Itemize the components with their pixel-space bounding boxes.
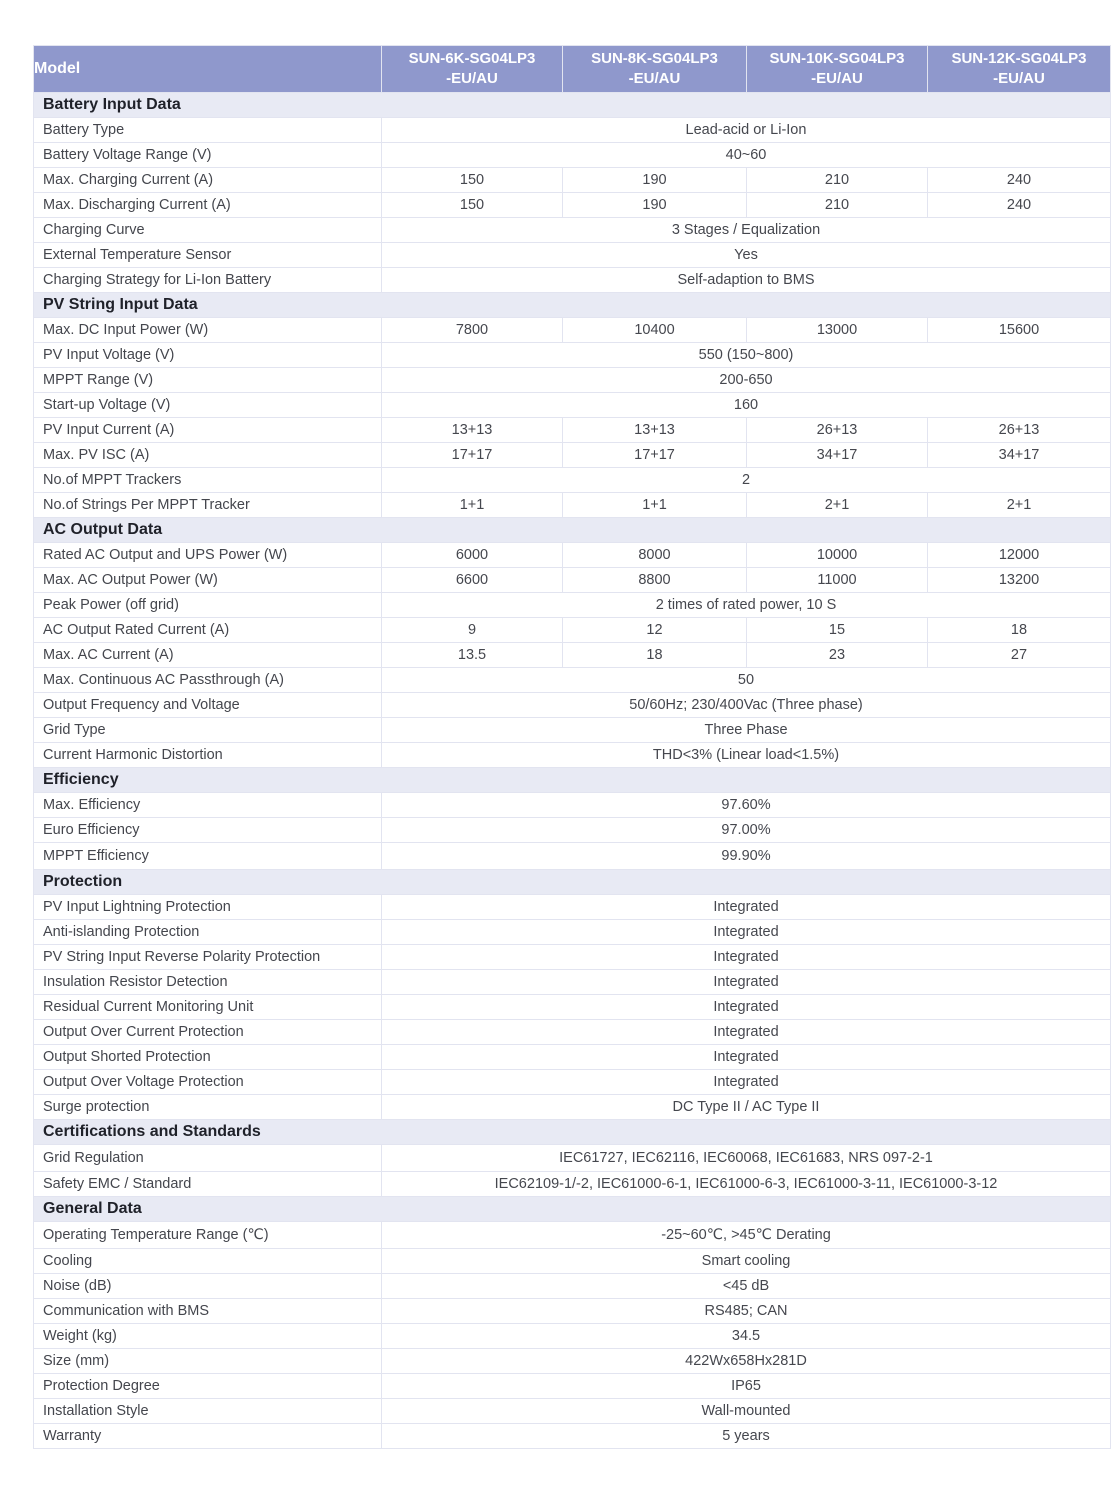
row-value: Self-adaption to BMS — [382, 268, 1111, 293]
table-row — [34, 543, 1111, 568]
row-value: Integrated — [382, 895, 1111, 920]
row-value: 6000 — [382, 543, 563, 568]
row-value: 97.60% — [382, 793, 1111, 818]
table-row — [34, 318, 1111, 343]
row-label: Charging Curve — [34, 218, 382, 243]
row-value: 422Wx658Hx281D — [382, 1349, 1111, 1374]
table-row — [34, 668, 1111, 693]
row-label: Residual Current Monitoring Unit — [34, 995, 382, 1020]
row-value: 7800 — [382, 318, 563, 343]
row-label: Surge protection — [34, 1095, 382, 1120]
table-row — [34, 118, 1111, 143]
section-protection — [34, 870, 1111, 895]
row-label: Protection Degree — [34, 1374, 382, 1399]
section-title: Efficiency — [34, 768, 1111, 793]
row-value: 99.90% — [382, 843, 1111, 870]
table-row — [34, 1222, 1111, 1249]
row-value: 17+17 — [382, 443, 563, 468]
row-label: Grid Type — [34, 718, 382, 743]
table-row — [34, 1349, 1111, 1374]
row-label: MPPT Efficiency — [34, 843, 382, 870]
row-value: 50/60Hz; 230/400Vac (Three phase) — [382, 693, 1111, 718]
table-row — [34, 843, 1111, 870]
table-row — [34, 143, 1111, 168]
row-label: Battery Type — [34, 118, 382, 143]
row-label: MPPT Range (V) — [34, 368, 382, 393]
row-value: 13200 — [928, 568, 1111, 593]
section-title: AC Output Data — [34, 518, 1111, 543]
row-label: Max. Continuous AC Passthrough (A) — [34, 668, 382, 693]
row-label: Charging Strategy for Li-Ion Battery — [34, 268, 382, 293]
row-value: Integrated — [382, 995, 1111, 1020]
row-label: Output Frequency and Voltage — [34, 693, 382, 718]
row-label: No.of MPPT Trackers — [34, 468, 382, 493]
row-value: 50 — [382, 668, 1111, 693]
row-value: IP65 — [382, 1374, 1111, 1399]
table-row — [34, 593, 1111, 618]
row-value: 10000 — [747, 543, 928, 568]
table-row — [34, 920, 1111, 945]
row-value: 12000 — [928, 543, 1111, 568]
row-label: AC Output Rated Current (A) — [34, 618, 382, 643]
row-value: Three Phase — [382, 718, 1111, 743]
row-label: Max. DC Input Power (W) — [34, 318, 382, 343]
row-label: Anti-islanding Protection — [34, 920, 382, 945]
row-value: 40~60 — [382, 143, 1111, 168]
row-label: Noise (dB) — [34, 1274, 382, 1299]
table-row — [34, 243, 1111, 268]
row-label: Warranty — [34, 1424, 382, 1449]
row-value: IEC61727, IEC62116, IEC60068, IEC61683, NRS 097-2-1 — [382, 1145, 1111, 1172]
row-value: Wall-mounted — [382, 1399, 1111, 1424]
row-value: RS485; CAN — [382, 1299, 1111, 1324]
header-row — [34, 46, 1111, 93]
row-value: Integrated — [382, 970, 1111, 995]
row-value: 13+13 — [382, 418, 563, 443]
row-label: Max. Discharging Current (A) — [34, 193, 382, 218]
row-value: 2 — [382, 468, 1111, 493]
table-row — [34, 1399, 1111, 1424]
table-row — [34, 568, 1111, 593]
row-value: 13.5 — [382, 643, 563, 668]
spec-table — [33, 45, 1111, 1449]
model-column-header: SUN-12K-SG04LP3 -EU/AU — [928, 46, 1111, 93]
table-row — [34, 443, 1111, 468]
row-value: Integrated — [382, 945, 1111, 970]
row-value: 190 — [563, 168, 747, 193]
table-row — [34, 1424, 1111, 1449]
table-row — [34, 1145, 1111, 1172]
model-column-header: SUN-10K-SG04LP3 -EU/AU — [747, 46, 928, 93]
table-row — [34, 1324, 1111, 1349]
row-label: Output Shorted Protection — [34, 1045, 382, 1070]
row-value: 23 — [747, 643, 928, 668]
row-value: 26+13 — [747, 418, 928, 443]
row-value: 8800 — [563, 568, 747, 593]
row-label: Safety EMC / Standard — [34, 1172, 382, 1197]
row-label: Communication with BMS — [34, 1299, 382, 1324]
row-value: 2 times of rated power, 10 S — [382, 593, 1111, 618]
table-row — [34, 818, 1111, 843]
row-label: Rated AC Output and UPS Power (W) — [34, 543, 382, 568]
row-value: 6600 — [382, 568, 563, 593]
row-label: Peak Power (off grid) — [34, 593, 382, 618]
section-general — [34, 1197, 1111, 1222]
row-value: THD<3% (Linear load<1.5%) — [382, 743, 1111, 768]
table-row — [34, 368, 1111, 393]
row-value: 10400 — [563, 318, 747, 343]
row-value: Yes — [382, 243, 1111, 268]
row-value: 210 — [747, 168, 928, 193]
row-value: 2+1 — [928, 493, 1111, 518]
row-label: Installation Style — [34, 1399, 382, 1424]
row-label: Euro Efficiency — [34, 818, 382, 843]
row-value: 34+17 — [747, 443, 928, 468]
row-value: 8000 — [563, 543, 747, 568]
row-label: External Temperature Sensor — [34, 243, 382, 268]
row-value: 1+1 — [563, 493, 747, 518]
row-value: 11000 — [747, 568, 928, 593]
row-value: 1+1 — [382, 493, 563, 518]
section-title: Certifications and Standards — [34, 1120, 1111, 1145]
row-value: 150 — [382, 193, 563, 218]
row-label: Current Harmonic Distortion — [34, 743, 382, 768]
row-label: PV String Input Reverse Polarity Protection — [34, 945, 382, 970]
table-row — [34, 343, 1111, 368]
section-efficiency — [34, 768, 1111, 793]
table-row — [34, 718, 1111, 743]
row-label: Insulation Resistor Detection — [34, 970, 382, 995]
row-value: Integrated — [382, 1045, 1111, 1070]
row-label: PV Input Lightning Protection — [34, 895, 382, 920]
section-battery-input — [34, 93, 1111, 118]
row-label: PV Input Voltage (V) — [34, 343, 382, 368]
table-row — [34, 1274, 1111, 1299]
row-value: 240 — [928, 193, 1111, 218]
section-title: General Data — [34, 1197, 1111, 1222]
table-row — [34, 218, 1111, 243]
row-value: Integrated — [382, 920, 1111, 945]
table-row — [34, 945, 1111, 970]
row-value: Smart cooling — [382, 1249, 1111, 1274]
row-value: Integrated — [382, 1070, 1111, 1095]
table-row — [34, 618, 1111, 643]
table-row — [34, 393, 1111, 418]
row-value: 15 — [747, 618, 928, 643]
row-value: 3 Stages / Equalization — [382, 218, 1111, 243]
table-row — [34, 743, 1111, 768]
row-value: 12 — [563, 618, 747, 643]
row-value: 13000 — [747, 318, 928, 343]
table-row — [34, 1374, 1111, 1399]
table-row — [34, 1020, 1111, 1045]
table-row — [34, 793, 1111, 818]
table-row — [34, 1249, 1111, 1274]
model-column-header: SUN-6K-SG04LP3 -EU/AU — [382, 46, 563, 93]
row-value: 26+13 — [928, 418, 1111, 443]
row-value: 97.00% — [382, 818, 1111, 843]
row-value: 13+13 — [563, 418, 747, 443]
row-value: 9 — [382, 618, 563, 643]
row-label: No.of Strings Per MPPT Tracker — [34, 493, 382, 518]
row-value: 34+17 — [928, 443, 1111, 468]
table-row — [34, 193, 1111, 218]
row-value: 5 years — [382, 1424, 1111, 1449]
section-title: Protection — [34, 870, 1111, 895]
row-value: 200-650 — [382, 368, 1111, 393]
table-row — [34, 693, 1111, 718]
row-value: -25~60℃, >45℃ Derating — [382, 1222, 1111, 1249]
row-value: 210 — [747, 193, 928, 218]
row-value: <45 dB — [382, 1274, 1111, 1299]
section-pv-input — [34, 293, 1111, 318]
row-label: Max. Charging Current (A) — [34, 168, 382, 193]
row-label: Max. AC Current (A) — [34, 643, 382, 668]
row-label: Max. Efficiency — [34, 793, 382, 818]
row-value: 150 — [382, 168, 563, 193]
table-row — [34, 970, 1111, 995]
table-row — [34, 643, 1111, 668]
row-label: Size (mm) — [34, 1349, 382, 1374]
table-row — [34, 1299, 1111, 1324]
section-title: Battery Input Data — [34, 93, 1111, 118]
row-value: 27 — [928, 643, 1111, 668]
table-row — [34, 168, 1111, 193]
row-label: Grid Regulation — [34, 1145, 382, 1172]
row-value: 15600 — [928, 318, 1111, 343]
table-row — [34, 493, 1111, 518]
row-value: Lead-acid or Li-Ion — [382, 118, 1111, 143]
row-label: PV Input Current (A) — [34, 418, 382, 443]
row-label: Cooling — [34, 1249, 382, 1274]
row-value: IEC62109-1/-2, IEC61000-6-1, IEC61000-6-3, IEC61000-3-11, IEC61000-3-12 — [382, 1172, 1111, 1197]
section-title: PV String Input Data — [34, 293, 1111, 318]
row-label: Battery Voltage Range (V) — [34, 143, 382, 168]
table-row — [34, 268, 1111, 293]
row-value: 2+1 — [747, 493, 928, 518]
row-value: Integrated — [382, 1020, 1111, 1045]
row-value: 17+17 — [563, 443, 747, 468]
row-label: Weight (kg) — [34, 1324, 382, 1349]
row-value: 34.5 — [382, 1324, 1111, 1349]
table-row — [34, 1070, 1111, 1095]
table-row — [34, 995, 1111, 1020]
table-row — [34, 1172, 1111, 1197]
row-value: 18 — [928, 618, 1111, 643]
table-row — [34, 895, 1111, 920]
model-column-header: SUN-8K-SG04LP3 -EU/AU — [563, 46, 747, 93]
section-ac-output — [34, 518, 1111, 543]
row-value: 160 — [382, 393, 1111, 418]
row-label: Max. AC Output Power (W) — [34, 568, 382, 593]
model-header: Model — [34, 46, 382, 93]
row-value: 550 (150~800) — [382, 343, 1111, 368]
row-label: Output Over Current Protection — [34, 1020, 382, 1045]
table-row — [34, 1095, 1111, 1120]
row-value: 18 — [563, 643, 747, 668]
table-row — [34, 468, 1111, 493]
row-value: 240 — [928, 168, 1111, 193]
row-label: Output Over Voltage Protection — [34, 1070, 382, 1095]
table-row — [34, 1045, 1111, 1070]
row-value: DC Type II / AC Type II — [382, 1095, 1111, 1120]
row-value: 190 — [563, 193, 747, 218]
row-label: Start-up Voltage (V) — [34, 393, 382, 418]
table-row — [34, 418, 1111, 443]
row-label: Max. PV ISC (A) — [34, 443, 382, 468]
row-label: Operating Temperature Range (℃) — [34, 1222, 382, 1249]
section-certifications — [34, 1120, 1111, 1145]
